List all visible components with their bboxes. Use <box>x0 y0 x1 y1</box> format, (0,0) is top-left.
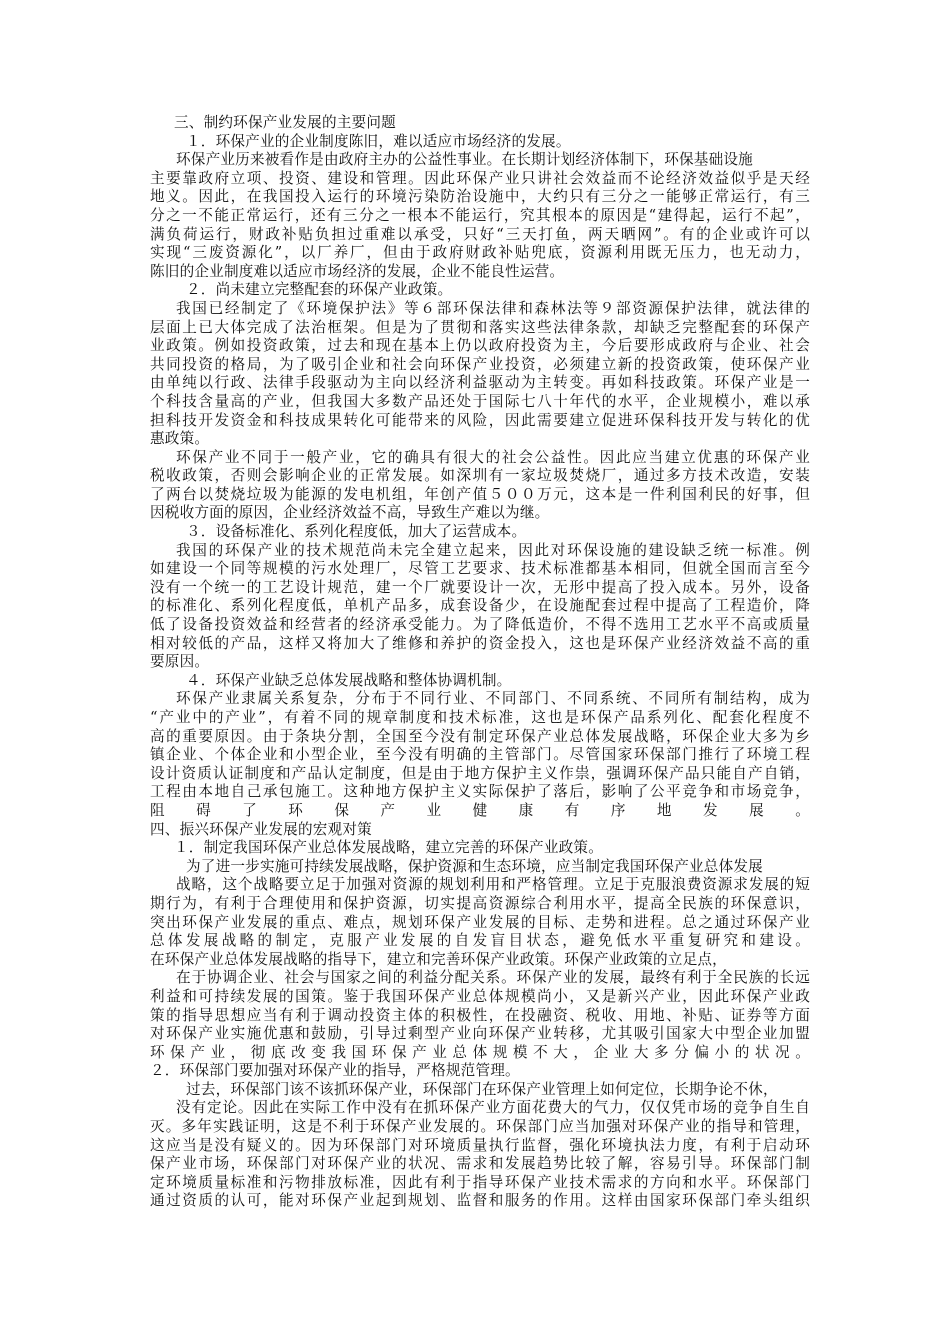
text-line: 过去，环保部门该不该抓环保产业，环保部门在环保产业管理上如何定位，长期争论不休， <box>186 1080 778 1098</box>
text-line: 主要靠政府立项、投资、建设和管理。因此环保产业只讲社会效益而不论经济效益似乎是天经 <box>150 169 810 187</box>
text-line: 灭。多年实践证明，这是不利于环保产业发展的。环保部门应当加强对环保产业的指导和管理， <box>150 1118 810 1136</box>
text-line: 环保产业不同于一般产业，它的确具有很大的社会公益性。因此应当建立优惠的环保产业 <box>176 448 810 466</box>
text-line: 我国已经制定了《环境保护法》等６部环保法律和森林法等９部资源保护法律，就法律的 <box>176 299 810 317</box>
text-line: 战略，这个战略要立足于加强对资源的规划利用和严格管理。立足于克服浪费资源求发展的短 <box>176 876 810 894</box>
text-line: 设计资质认证制度和产品认定制度，但是由于地方保护主义作祟，强调环保产品只能自产自销， <box>150 764 810 782</box>
text-line: 没有定论。因此在实际工作中没有在抓环保产业方面花费大的气力，仅仅凭市场的竞争自生自 <box>176 1099 810 1117</box>
text-line: 个科技含量高的产业，但我国大多数产品还处于国际七八十年代的水平，企业规模小，难以承 <box>150 392 810 410</box>
text-line: 我国的环保产业的技术规范尚未完全建立起来，因此对环保设施的建设缺乏统一标准。例 <box>176 541 810 559</box>
text-line: 税收政策，否则会影响企业的正常发展。如深圳有一家垃圾焚烧厂，通过多方技术改造，安装 <box>150 467 810 485</box>
text-line: 没有一个统一的工艺设计规范，建一个厂就要设计一次，无形中提高了投入成本。另外，设备 <box>150 578 810 596</box>
text-line: 利益和可持续发展的国策。鉴于我国环保产业总体规模尚小，又是新兴产业，因此环保产业政 <box>150 987 810 1005</box>
text-line: 满负荷运行，财政补贴负担过重难以承受，只好“三天打鱼，两天晒网”。有的企业或许可以 <box>150 225 810 243</box>
text-line: 总体发展战略的制定，克服产业发展的自发盲目状态，避免低水平重复研究和建设。 <box>150 932 810 950</box>
text-line: 分之一不能正常运行，还有三分之一根本不能运行，究其根本的原因是“建得起，运行不起”， <box>150 206 810 224</box>
text-line: 环保产业，彻底改变我国环保产业总体规模不大，企业大多分偏小的状况。 <box>150 1043 810 1061</box>
text-line: 担科技开发资金和科技成果转化可能带来的风险，因此需要建立促进环保科技开发与转化的优 <box>150 411 810 429</box>
text-line: 由单纯以行政、法律手段驱动为主向以经济利益驱动为主转变。再如科技政策。环保产业是一 <box>150 374 810 392</box>
text-line: 期行为，有利于合理使用和保护资源，切实提高资源综合利用水平，提高全民族的环保意识， <box>150 894 810 912</box>
text-line: 保产业市场，环保部门对环保产业的状况、需求和发展趋势比较了解，容易引导。环保部门制 <box>150 1155 810 1173</box>
text-line: 为了进一步实施可持续发展战略，保护资源和生态环境，应当制定我国环保产业总体发展 <box>186 857 763 875</box>
text-line: 突出环保产业发展的重点、难点，规划环保产业发展的目标、走势和进程。总之通过环保产业 <box>150 913 810 931</box>
text-line: 共同投资的格局，为了吸引企业和社会向环保产业投资，必须建立新的投资政策，使环保产业 <box>150 355 810 373</box>
text-line: 业政策。例如投资政策，过去和现在基本上仍以政府投资为主，今后要形成政府与企业、社会 <box>150 337 810 355</box>
text-line: 如建设一个同等规模的污水处理厂，尽管工艺要求、技术标准都基本相同，但就全国而言至今 <box>150 560 810 578</box>
text-line: 陈旧的企业制度难以适应市场经济的发展，企业不能良性运营。 <box>150 262 565 280</box>
text-line: ２．尚未建立完整配套的环保产业政策。 <box>186 281 453 299</box>
text-line: 镇企业、个体企业和小型企业，至今没有明确的主管部门。尽管国家环保部门推行了环境工程 <box>150 746 810 764</box>
text-line: ３．设备标准化、系列化程度低，加大了运营成本。 <box>186 523 527 541</box>
text-line: 因税收方面的原因，企业经济效益不高，导致生产难以为继。 <box>150 504 550 522</box>
text-line: 的标准化、系列化程度低，单机产品多，成套设备少，在设施配套过程中提高了工程造价，降 <box>150 597 810 615</box>
text-line: １．制定我国环保产业总体发展战略，建立完善的环保产业政策。 <box>174 839 604 857</box>
document-page <box>150 114 810 1211</box>
text-line: 策的指导思想应当有利于调动投资主体的积极性，在投融资、税收、用地、补贴、证券等方面 <box>150 1006 810 1024</box>
text-line: 相对较低的产品，这样又将加大了维修和养护的资金投入，这也是环保产业经济效益不高的重 <box>150 634 810 652</box>
text-line: 工程由本地自己承包施工。这种地方保护主义实际保护了落后，影响了公平竞争和市场竞争， <box>150 783 810 801</box>
text-line: 通过资质的认可，能对环保产业起到规划、监督和服务的作用。这样由国家环保部门牵头组织 <box>150 1192 810 1210</box>
text-line: 要原因。 <box>150 653 210 671</box>
text-line: ４．环保产业缺乏总体发展战略和整体协调机制。 <box>186 671 512 689</box>
text-line: 环保产业历来被看作是由政府主办的公益性事业。在长期计划经济体制下，环保基础设施 <box>176 151 753 169</box>
text-line: 环保产业隶属关系复杂，分布于不同行业、不同部门、不同系统、不同所有制结构，成为 <box>176 690 810 708</box>
text-line: “产业中的产业”，有着不同的规章制度和技术标准，这也是环保产品系列化、配套化程度不 <box>150 709 810 726</box>
text-line: 实现“三废资源化”，以厂养厂，但由于政府财政补贴兜底，资源利用既无压力，也无动力， <box>150 244 810 262</box>
text-line: 这应当是没有疑义的。因为环保部门对环境质量执行监督，强化环境执法力度，有利于启动环 <box>150 1136 810 1154</box>
text-line: 在于协调企业、社会与国家之间的利益分配关系。环保产业的发展，最终有利于全民族的长远 <box>176 969 810 987</box>
text-line: 阻碍了环保产业健康有序地发展。 <box>150 801 810 819</box>
text-line: 三、制约环保产业发展的主要问题 <box>174 114 396 131</box>
text-line: 地义。因此，在我国投入运行的环境污染防治设施中，大约只有三分之一能够正常运行，有三 <box>150 188 810 206</box>
text-line: 惠政策。 <box>150 430 210 448</box>
text-line: 层面上已大体完成了法治框架。但是为了贯彻和落实这些法律条款，却缺乏完整配套的环保产 <box>150 318 810 336</box>
text-line: 定环境质量标准和污物排放标准，因此有利于指导环保产业技术需求的方向和水平。环保部门 <box>150 1173 810 1191</box>
text-line: １．环保产业的企业制度陈旧，难以适应市场经济的发展。 <box>186 132 571 150</box>
text-line: 了两台以焚烧垃圾为能源的发电机组，年创产值５００万元，这本是一件利国利民的好事，但 <box>150 485 810 503</box>
text-line: 在环保产业总体发展战略的指导下，建立和完善环保产业政策。环保产业政策的立足点， <box>150 950 727 968</box>
text-line: 对环保产业实施优惠和鼓励，引导过剩型产业向环保产业转移，尤其吸引国家大中型企业加盟 <box>150 1025 810 1043</box>
text-line: 低了设备投资效益和经营者的经济承受能力。为了降低造价，不得不选用工艺水平不高或质量 <box>150 616 810 634</box>
text-line: 高的重要原因。由于条块分割，全国至今没有制定环保产业总体发展战略，环保企业大多为乡 <box>150 727 810 745</box>
text-line: 四、振兴环保产业发展的宏观对策 <box>150 820 372 838</box>
text-line: ２．环保部门要加强对环保产业的指导，严格规范管理。 <box>150 1062 520 1080</box>
